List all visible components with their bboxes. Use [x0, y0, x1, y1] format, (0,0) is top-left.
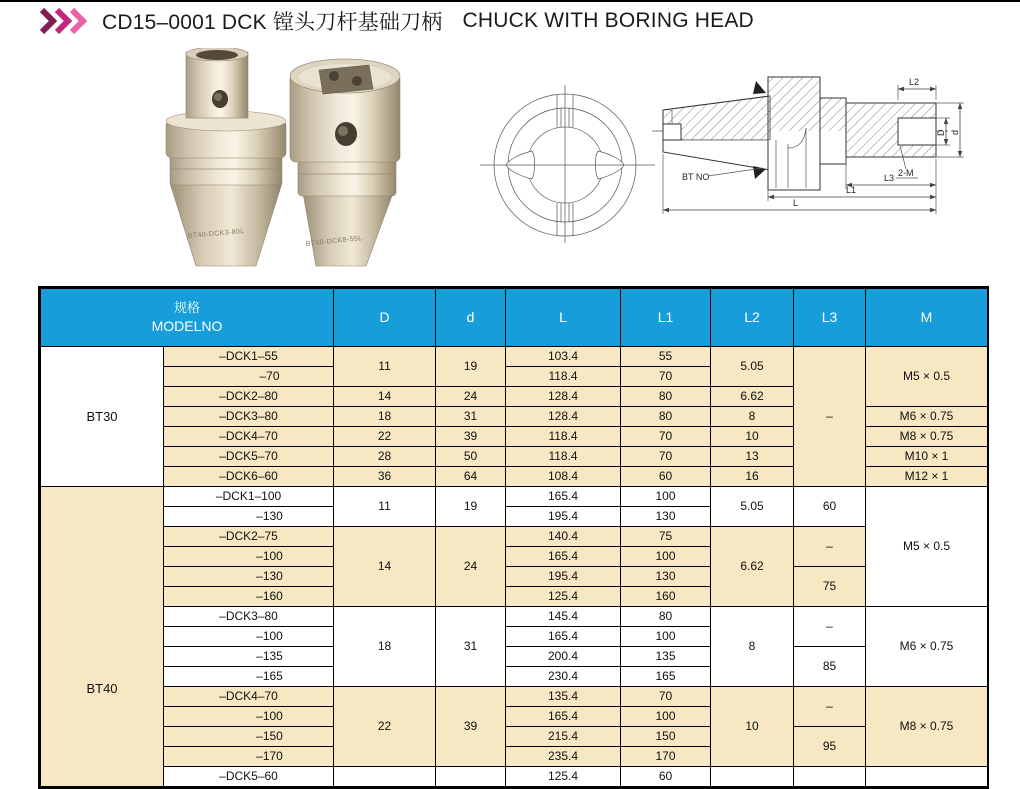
- spec-row: [41, 607, 988, 627]
- spec-cell: 80: [621, 387, 711, 407]
- spec-cell: –DCK4–70: [164, 427, 334, 447]
- spec-cell: 31: [436, 407, 506, 427]
- spec-cell: 75: [794, 567, 866, 607]
- spec-cell: [866, 767, 988, 787]
- spec-cell: 10: [711, 687, 794, 767]
- spec-cell: 8: [711, 607, 794, 687]
- tool-holder-left: [166, 48, 286, 266]
- spec-cell: 100: [621, 707, 711, 727]
- spec-cell: 100: [621, 547, 711, 567]
- spec-cell: 22: [334, 687, 436, 767]
- spec-table: [40, 288, 988, 787]
- spec-cell: 70: [621, 447, 711, 467]
- spec-row: [41, 767, 988, 787]
- spec-cell: –130: [164, 567, 334, 587]
- spec-cell: 64: [436, 467, 506, 487]
- spec-cell: M5 × 0.5: [866, 347, 988, 407]
- spec-cell: 100: [621, 487, 711, 507]
- spec-cell: 195.4: [506, 507, 621, 527]
- spec-cell: –70: [164, 367, 334, 387]
- col-header-L2: L2: [711, 289, 794, 347]
- tool-holder-right: [290, 59, 400, 266]
- dim-L: L: [793, 198, 799, 208]
- dim-d: d: [950, 129, 960, 135]
- spec-cell: 19: [436, 487, 506, 527]
- engraving-left: BT40-DCK3-80L: [187, 228, 245, 240]
- spec-cell: 16: [711, 467, 794, 487]
- spec-cell: 130: [621, 567, 711, 587]
- spec-cell: 28: [334, 447, 436, 467]
- spec-cell: 230.4: [506, 667, 621, 687]
- col-header-M: M: [866, 289, 988, 347]
- spec-cell: –: [794, 527, 866, 567]
- header-row: [41, 289, 988, 347]
- taper-group-bt40: BT40: [41, 487, 164, 787]
- spec-cell: 60: [621, 467, 711, 487]
- triple-chevron-icon: [38, 7, 90, 35]
- spec-cell: [711, 767, 794, 787]
- spec-cell: 165.4: [506, 487, 621, 507]
- spec-cell: 36: [334, 467, 436, 487]
- spec-row: [41, 527, 988, 547]
- spec-cell: –: [794, 347, 866, 487]
- spec-cell: 165: [621, 667, 711, 687]
- spec-row: [41, 727, 988, 747]
- spec-cell: 215.4: [506, 727, 621, 747]
- spec-cell: 100: [621, 627, 711, 647]
- spec-table-wrapper: [38, 286, 989, 789]
- spec-cell: M8 × 0.75: [866, 427, 988, 447]
- spec-cell: 11: [334, 487, 436, 527]
- spec-cell: M10 × 1: [866, 447, 988, 467]
- dim-2M: 2-M: [898, 168, 914, 178]
- page-title-cn: CD15–0001 DCK 镗头刀杆基础刀柄: [102, 11, 443, 34]
- spec-cell: 75: [621, 527, 711, 547]
- engraving-right: BT40-DCK8-55L: [305, 235, 363, 248]
- spec-cell: –130: [164, 507, 334, 527]
- spec-cell: –DCK2–75: [164, 527, 334, 547]
- spec-cell: 128.4: [506, 387, 621, 407]
- spec-cell: –DCK4–70: [164, 687, 334, 707]
- col-header-L1: L1: [621, 289, 711, 347]
- col-header-modelno-cn: 规格: [174, 299, 201, 315]
- spec-cell: 11: [334, 347, 436, 387]
- spec-cell: –135: [164, 647, 334, 667]
- spec-cell: 150: [621, 727, 711, 747]
- spec-cell: 13: [711, 447, 794, 467]
- spec-cell: –DCK5–60: [164, 767, 334, 787]
- spec-cell: [794, 767, 866, 787]
- spec-cell: 10: [711, 427, 794, 447]
- spec-cell: 165.4: [506, 707, 621, 727]
- spec-cell: 85: [794, 647, 866, 687]
- spec-cell: 165.4: [506, 547, 621, 567]
- spec-cell: –DCK1–55: [164, 347, 334, 367]
- spec-cell: 31: [436, 607, 506, 687]
- dim-D: D: [936, 129, 946, 136]
- spec-cell: 5.05: [711, 487, 794, 527]
- spec-cell: 125.4: [506, 767, 621, 787]
- spec-cell: 18: [334, 407, 436, 427]
- spec-cell: –DCK3–80: [164, 407, 334, 427]
- spec-cell: 145.4: [506, 607, 621, 627]
- spec-cell: 14: [334, 387, 436, 407]
- spec-row: [41, 487, 988, 507]
- col-header-D: D: [334, 289, 436, 347]
- spec-cell: 19: [436, 347, 506, 387]
- spec-cell: –100: [164, 547, 334, 567]
- spec-cell: –100: [164, 707, 334, 727]
- dim-L2: L2: [909, 77, 920, 87]
- spec-cell: 8: [711, 407, 794, 427]
- spec-cell: –170: [164, 747, 334, 767]
- spec-cell: 50: [436, 447, 506, 467]
- spec-row: [41, 687, 988, 707]
- spec-cell: 22: [334, 427, 436, 447]
- spec-cell: 55: [621, 347, 711, 367]
- spec-cell: 24: [436, 527, 506, 607]
- spec-cell: 6.62: [711, 527, 794, 607]
- spec-cell: 118.4: [506, 367, 621, 387]
- spec-cell: –DCK6–60: [164, 467, 334, 487]
- spec-cell: 140.4: [506, 527, 621, 547]
- spec-cell: [436, 767, 506, 787]
- product-photo-tool-holders: [148, 48, 470, 270]
- spec-row: [41, 347, 988, 367]
- side-view-drawing: [650, 52, 990, 222]
- spec-cell: 95: [794, 727, 866, 767]
- spec-cell: 39: [436, 427, 506, 447]
- front-view-diagram: [480, 85, 655, 245]
- spec-cell: –: [794, 607, 866, 647]
- spec-cell: 170: [621, 747, 711, 767]
- dim-L3: L3: [884, 173, 895, 183]
- spec-cell: 39: [436, 687, 506, 767]
- col-header-d: d: [436, 289, 506, 347]
- spec-cell: 135.4: [506, 687, 621, 707]
- top-rule: [0, 0, 1020, 2]
- spec-cell: 128.4: [506, 407, 621, 427]
- spec-cell: M6 × 0.75: [866, 407, 988, 427]
- spec-cell: 235.4: [506, 747, 621, 767]
- spec-cell: 160: [621, 587, 711, 607]
- spec-cell: 14: [334, 527, 436, 607]
- spec-cell: –DCK1–100: [164, 487, 334, 507]
- spec-cell: 70: [621, 427, 711, 447]
- spec-cell: –165: [164, 667, 334, 687]
- taper-label: BT NO: [682, 172, 710, 182]
- col-header-modelno: [41, 289, 334, 347]
- spec-cell: 125.4: [506, 587, 621, 607]
- spec-cell: 18: [334, 607, 436, 687]
- spec-cell: 5.05: [711, 347, 794, 387]
- spec-cell: 80: [621, 407, 711, 427]
- spec-cell: –: [794, 687, 866, 727]
- spec-cell: 6.62: [711, 387, 794, 407]
- spec-cell: 70: [621, 687, 711, 707]
- spec-cell: 60: [794, 487, 866, 527]
- spec-cell: 200.4: [506, 647, 621, 667]
- spec-cell: M5 × 0.5: [866, 487, 988, 607]
- spec-cell: 103.4: [506, 347, 621, 367]
- spec-cell: 118.4: [506, 427, 621, 447]
- spec-cell: 80: [621, 607, 711, 627]
- spec-cell: –100: [164, 627, 334, 647]
- page-title-en: CHUCK WITH BORING HEAD: [462, 9, 754, 32]
- spec-row: [41, 567, 988, 587]
- spec-cell: [334, 767, 436, 787]
- spec-cell: –DCK2–80: [164, 387, 334, 407]
- taper-group-bt30: BT30: [41, 347, 164, 487]
- spec-cell: –DCK5–70: [164, 447, 334, 467]
- spec-cell: –160: [164, 587, 334, 607]
- spec-row: [41, 647, 988, 667]
- col-header-modelno-en: MODELNO: [151, 317, 223, 334]
- page-header: [38, 6, 998, 36]
- spec-cell: 60: [621, 767, 711, 787]
- col-header-L: L: [506, 289, 621, 347]
- dim-L1: L1: [846, 185, 857, 195]
- spec-cell: M6 × 0.75: [866, 607, 988, 687]
- spec-cell: 118.4: [506, 447, 621, 467]
- spec-cell: 165.4: [506, 627, 621, 647]
- spec-cell: M12 × 1: [866, 467, 988, 487]
- spec-cell: 24: [436, 387, 506, 407]
- col-header-L3: L3: [794, 289, 866, 347]
- spec-cell: –150: [164, 727, 334, 747]
- spec-cell: 130: [621, 507, 711, 527]
- spec-cell: M8 × 0.75: [866, 687, 988, 767]
- spec-cell: –DCK3–80: [164, 607, 334, 627]
- spec-cell: 135: [621, 647, 711, 667]
- spec-cell: 108.4: [506, 467, 621, 487]
- spec-cell: 195.4: [506, 567, 621, 587]
- spec-cell: 70: [621, 367, 711, 387]
